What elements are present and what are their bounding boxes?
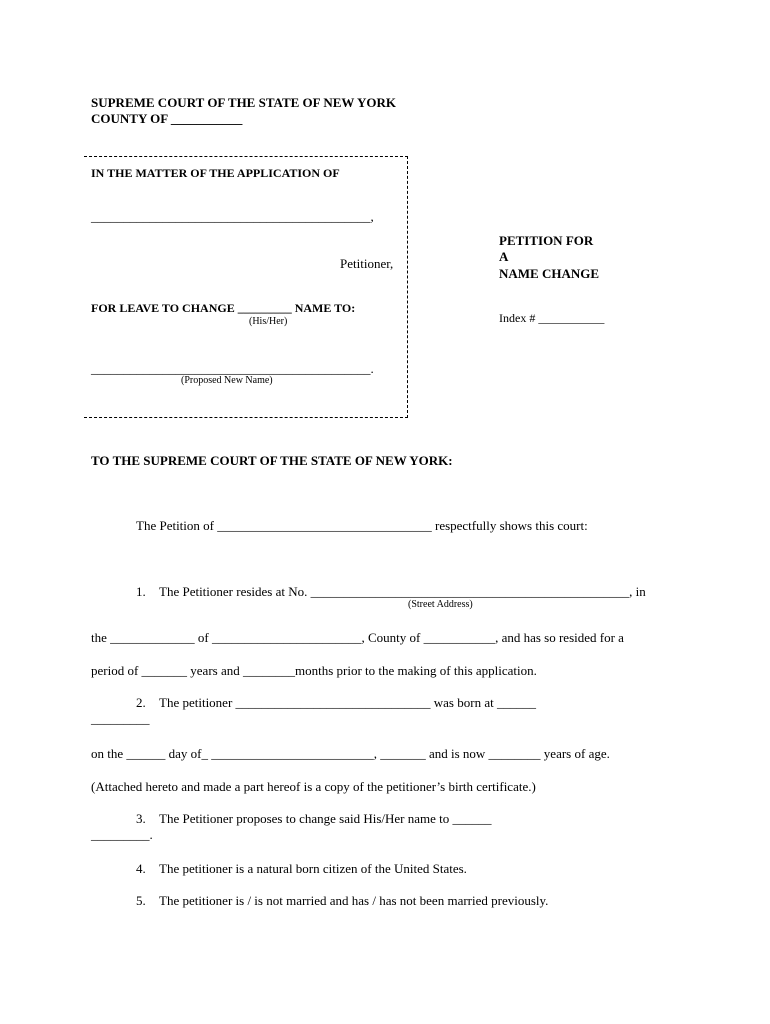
leave-to-change-line: FOR LEAVE TO CHANGE _________ NAME TO: — [91, 301, 356, 315]
his-her-caption: (His/Her) — [249, 316, 288, 327]
paragraph-2-line2: _________ — [91, 711, 150, 726]
petitioner-name-blank: ___________________________________________, — [91, 209, 374, 224]
paragraph-2-number: 2. — [136, 695, 146, 710]
matter-heading: IN THE MATTER OF THE APPLICATION OF — [91, 166, 340, 180]
petition-title-line2: A — [499, 249, 509, 264]
paragraph-2-line3: on the ______ day of_ _________________________, _______ and is now ________ years of age. — [91, 746, 610, 761]
petitioner-label: Petitioner, — [340, 256, 394, 271]
petition-intro: The Petition of _________________________________ respectfully shows this court: — [136, 518, 588, 533]
index-number: Index # ___________ — [499, 311, 605, 325]
street-address-caption: (Street Address) — [408, 599, 473, 610]
paragraph-2-text: The petitioner ______________________________ was born at ______ — [159, 695, 536, 710]
paragraph-5-text: The petitioner is / is not married and has / has not been married previously. — [159, 893, 549, 908]
proposed-name-blank: ___________________________________________. — [91, 361, 374, 376]
to-court-heading: TO THE SUPREME COURT OF THE STATE OF NEW YORK: — [91, 453, 453, 468]
court-name: SUPREME COURT OF THE STATE OF NEW YORK — [91, 95, 396, 110]
paragraph-3-number: 3. — [136, 811, 146, 826]
petition-title-line3: NAME CHANGE — [499, 266, 600, 281]
paragraph-3-text: The Petitioner proposes to change said His/Her name to ______ — [159, 811, 492, 826]
paragraph-3-line2: _________. — [91, 827, 153, 842]
paragraph-4-text: The petitioner is a natural born citizen of the United States. — [159, 861, 467, 876]
paragraph-1-text: The Petitioner resides at No. _________________________________________________, in — [159, 584, 646, 599]
paragraph-1-number: 1. — [136, 584, 146, 599]
county-line: COUNTY OF ___________ — [91, 111, 243, 126]
petition-title-line1: PETITION FOR — [499, 233, 594, 248]
paragraph-2-line4: (Attached hereto and made a part hereof is a copy of the petitioner’s birth certificate.) — [91, 779, 536, 794]
paragraph-1-line3: period of _______ years and ________months prior to the making of this application. — [91, 663, 537, 678]
paragraph-5-number: 5. — [136, 893, 146, 908]
proposed-name-caption: (Proposed New Name) — [181, 375, 273, 386]
paragraph-1-line2: the _____________ of _______________________, County of ___________, and has so resided for a — [91, 630, 624, 645]
paragraph-4-number: 4. — [136, 861, 146, 876]
